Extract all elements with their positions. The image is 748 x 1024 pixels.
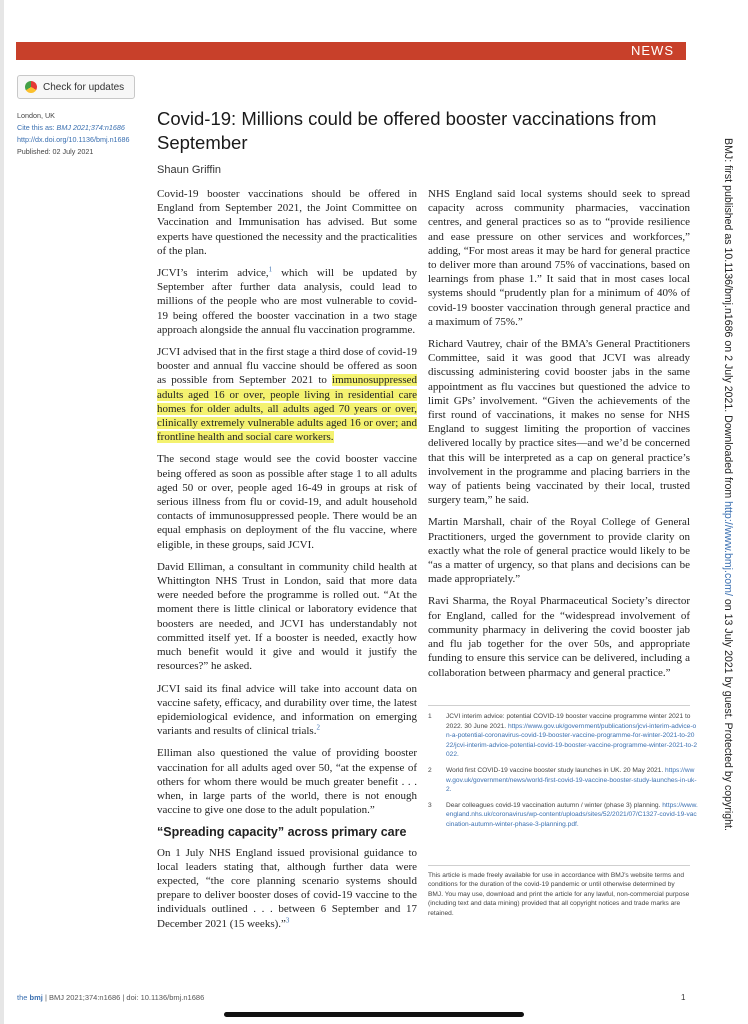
paragraph-text: JCVI said its final advice will take into account data on vaccine safety, efficacy, and durability over time, the latest epidemiological evidence, and information on emerging variants and results of clinical trials. [157, 682, 417, 738]
paragraph: Richard Vautrey, chair of the BMA’s General Practitioners Committee, said it was good that JCVI was already discussing administering covid booster jabs in the same appointment as flu vaccines but questioned the advice to limit GPs’ involvement. “Given the achievements of the first round of vaccinations, it makes no sense for NHS England to suggest limiting the proportion of vaccines delivered locally by practice sites—and we’d be concerned that this will be interpreted as a cap on general practice’s involvement in the programme and placing barriers in the way of patients being vaccinated by their local, trusted surgery team,” he said. [428, 338, 690, 507]
paragraph: Ravi Sharma, the Royal Pharmaceutical Society’s director for England, called for the “widespread involvement of community pharmacy in delivering the covid booster jab and flu jab together for the over 50s, and appropriate funding to ensure this service can be delivered, including a collaboration between pharmacy and general practice.” [428, 595, 690, 679]
paragraph: Elliman also questioned the value of providing booster vaccination for all adults aged over 50, “at the expense of others for whom there would be much greater benefit . . . when, in large parts of the world, there is not enough vaccine to give one dose to the adult population.” [157, 747, 417, 817]
article-author: Shaun Griffin [157, 164, 222, 176]
license-notice: This article is made freely available for use in accordance with BMJ’s website terms and conditions for the duration of the covid-19 pandemic or until otherwise determined by BMJ. You may use, download and print the article for any lawful, non-commercial purpose (including text and data mining) provided that all copyright notices and trade marks are retained. [428, 865, 690, 918]
paragraph [157, 846, 417, 931]
paragraph: Martin Marshall, chair of the Royal College of General Practitioners, urged the government to provide clarity on exactly what the role of general practice would likely to be “as a matter of urgency, so that plans and decisions can be made appropriately.” [428, 516, 690, 586]
reference-item [428, 712, 698, 760]
subheading: “Spreading capacity” across primary care [157, 825, 407, 840]
vertical-copyright-text [722, 138, 734, 831]
reference-item [428, 766, 698, 795]
meta-cite [17, 122, 142, 134]
references-divider [428, 705, 690, 706]
footer-brand-logo: bmj [29, 993, 43, 1002]
reference-text: World first COVID-19 vaccine booster study launches in UK. 20 May 2021. [446, 766, 666, 774]
reference-link[interactable]: 3 [285, 915, 290, 924]
paragraph-text: On 1 July NHS England issued provisional guidance to local leaders stating that, although further data were expected, “the core planning scenario systems should prepare to deliver booster doses of covid-19 vaccine to the individuals outlined . . . between 6 September and 17 December 2021 (15 weeks).” [157, 846, 417, 930]
paragraph: Covid-19 booster vaccinations should be offered in England from September 2021, the Joint Committee on Vaccination and Immunisation has advised. But some experts have questioned the necessity and the practicalities of the plan. [157, 188, 417, 257]
paragraph: NHS England said local systems should seek to spread capacity across community pharmacies, vaccination centres, and general practices so as to “provide resilience and ease pressure on other services and workforces,” adding, “For most areas it may be hard for general practice to deliver more than around 75% of vaccinations, based on learnings from phase 1.” It said that in most cases local systems should “prudently plan for a minimum of 40% of covid-19 booster vaccination through general practice and a maximum of 75%.” [428, 188, 690, 328]
check-for-updates-label: Check for updates [43, 81, 125, 93]
vertical-copyright-strip [720, 138, 732, 893]
paragraph-text: which will be updated by September after further data analysis, could lead to millions of the people who are most vulnerable to covid-19 being offered the booster vaccination in a two stage approach alongside the annual flu vaccination programme. [157, 267, 417, 336]
reference-item [428, 801, 698, 830]
paragraph-text: JCVI’s interim advice, [157, 267, 269, 280]
reference-url[interactable]: https://www.gov.uk/government/publications/jcvi-interim-advice-on-a-potential-coronavirus-covid-19-booster-vaccine-programme-for-winter-2021-to-2022/jcvi-interim-advice-potential-covid-19-booster-vaccine-programme-winter-2021-to-2022. [446, 722, 698, 759]
check-for-updates-button[interactable] [17, 75, 135, 99]
footer-brand-prefix: the [17, 993, 30, 1002]
footer-citation: | BMJ 2021;374:n1686 | doi: 10.1136/bmj.n1686 [42, 993, 205, 1002]
paragraph [157, 682, 417, 739]
meta-doi-link[interactable]: http://dx.doi.org/10.1136/bmj.n1686 [17, 135, 130, 144]
reference-body [446, 766, 698, 795]
paragraph: David Elliman, a consultant in community child health at Whittington NHS Trust in London, said that more data were needed before the programme is rolled out. “At the moment there is little clinical or laboratory evidence that boosters are needed, and JCVI has understandably not committed itself yet. If a booster is needed, exactly how much benefit would it give and would it justify the resources?” he asked. [157, 560, 417, 673]
vertical-text-start: BMJ: first published as 10.1136/bmj.n1686 on 2 July 2021. Downloaded from [722, 138, 734, 502]
reference-url[interactable]: https://www.gov.uk/government/news/world-first-covid-19-vaccine-booster-study-launches-in-uk-2. [446, 766, 697, 794]
paragraph [157, 345, 417, 444]
reference-number: 3 [428, 801, 432, 809]
highlighted-text: immunosuppressed adults aged 16 or over, people living in residential care homes for older adults, all adults aged 70 years or over, clinically extremely vulnerable adults aged 16 or over; and frontline health and social care workers. [157, 374, 417, 444]
page-footer [17, 993, 204, 1002]
paragraph-text: JCVI advised that in the first stage a third dose of covid-19 booster and annual flu vaccine should be offered as soon as possible from September 2021 to [157, 346, 417, 387]
meta-cite-label: Cite this as: [17, 123, 57, 132]
section-header-bar [16, 42, 686, 60]
page-number: 1 [681, 993, 686, 1002]
bmj-site-link[interactable]: http://www.bmj.com/ [722, 501, 734, 596]
reference-text: Dear colleagues covid-19 vaccination autumn / winter (phase 3) planning. [446, 801, 663, 809]
home-indicator[interactable] [224, 1012, 524, 1017]
reference-number: 2 [428, 766, 432, 774]
vertical-text-end: on 13 July 2021 by guest. Protected by copyright. [722, 595, 734, 831]
reference-link[interactable]: 2 [316, 723, 320, 732]
reference-url[interactable]: https://www.england.nhs.uk/coronavirus/wp-content/uploads/sites/52/2021/07/C1327-covid-19-vaccination-autumn-winter-phase-3-planning.pdf. [446, 801, 698, 828]
paragraph: The second stage would see the covid booster vaccine being offered as soon as possible after stage 1 to all adults aged 50 or over, people aged 16-49 in groups at risk of serious illness from flu or covid-19, and adult household contacts of immunosuppressed people. There would be an equal emphasis on deployment of the flu vaccine, where eligible, in these groups, said JCVI. [157, 453, 417, 551]
paragraph [157, 266, 417, 337]
meta-published: Published: 02 July 2021 [17, 147, 94, 156]
reference-link[interactable]: 1 [268, 265, 273, 274]
references-list [428, 712, 698, 836]
check-updates-icon [25, 81, 37, 93]
meta-location: London, UK [17, 111, 55, 120]
reference-body [446, 712, 698, 760]
page-edge-shadow [0, 0, 4, 1024]
reference-text: JCVI interim advice: potential COVID-19 booster vaccine programme winter 2021 to 2022. 30 June 2021. [446, 713, 691, 730]
body-column-left [157, 187, 417, 939]
section-label: NEWS [631, 43, 674, 58]
meta-cite-ref: BMJ 2021;374:n1686 [56, 123, 125, 132]
body-column-right [428, 187, 690, 688]
article-title: Covid-19: Millions could be offered booster vaccinations from September [157, 108, 657, 153]
article-meta [17, 110, 142, 158]
reference-body [446, 801, 698, 830]
reference-number: 1 [428, 713, 432, 720]
